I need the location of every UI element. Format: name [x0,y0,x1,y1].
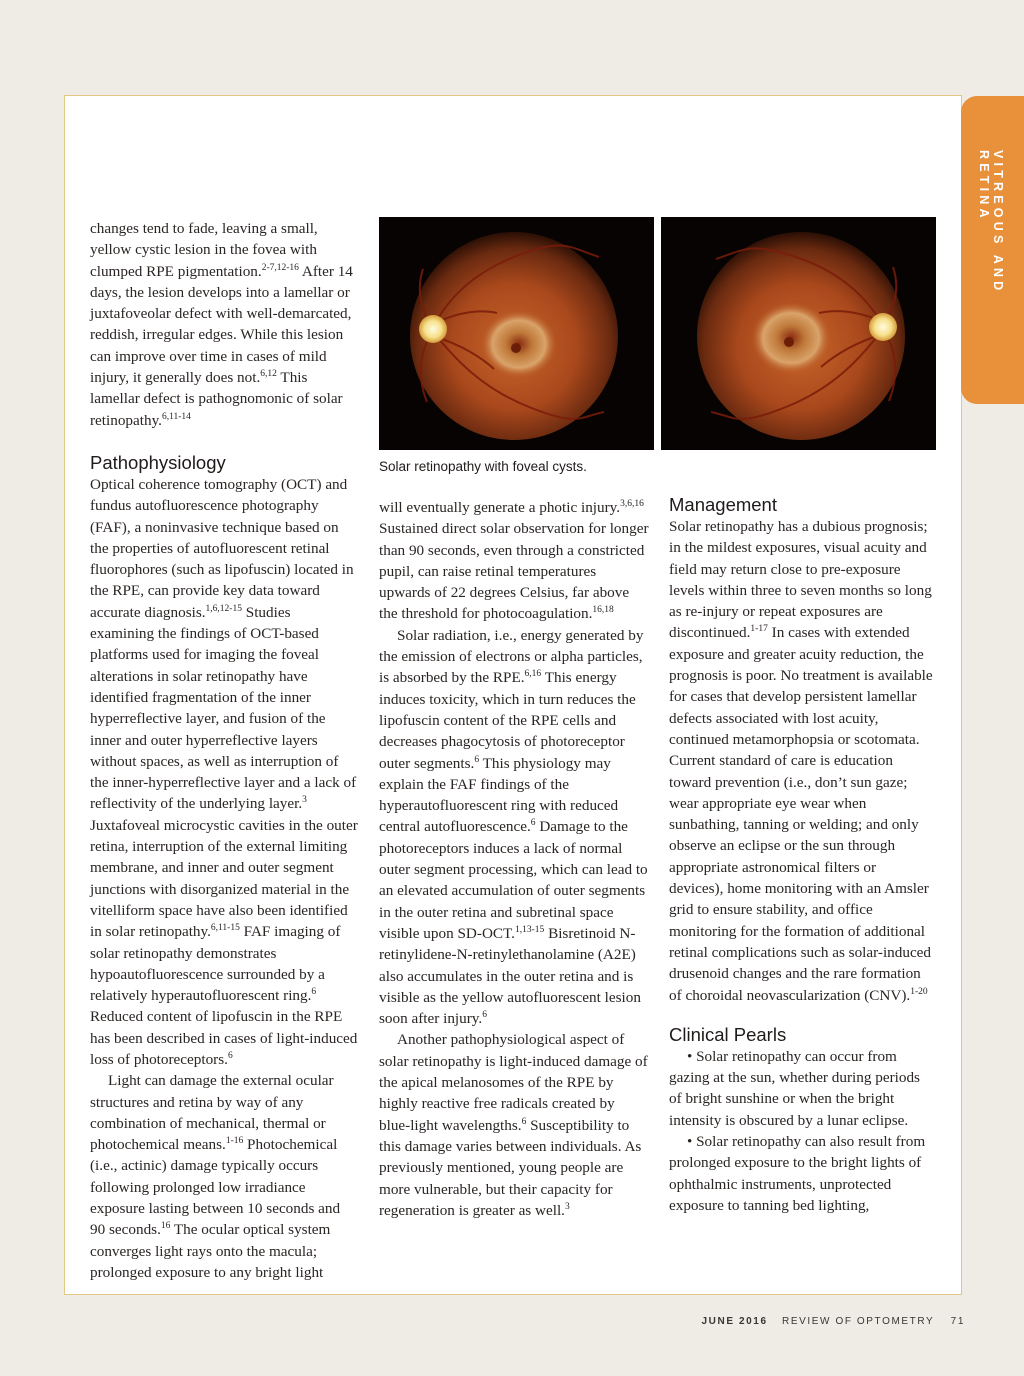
management-paragraph: Solar retinopathy has a dubious prognosis; in the mildest exposures, visual acuity and field may return close to pre-exposure levels within three to seven months so long as re-injury or repeat exposures are discontinued.$^{1-17}$ In cases with extended exposure and greater acuity reduction, the prognosis is poor. No treatment is available for cases that develop persistent lamellar defects associated with lost acuity, continued metamorphopsia or scotomata. Current standard of care is education toward prevention (i.e., don’t sun gaze; wear appropriate eye wear when sunbathing, tanning or welding; and only observe an eclipse or the sun through appropriate astronomical filters or devices), home monitoring with an Amsler grid to ensure stability, and office monitoring for the formation of additional retinal complications such as solar-induced drusenoid changes and the rare formation of choroidal neovascularization (CNV).$^{1-20}$ [669,518,933,1004]
column-2-paragraph-1: will eventually generate a photic injury.$^{3,6,16}$ Sustained direct solar observation for longer than 90 seconds, even through a constricted pupil, can raise retinal temperatures upwards of 22 degrees Celsius, far above the threshold for photocoagulation.$^{16,18}$ [379,499,649,623]
heading-pathophysiology: Pathophysiology [90,451,226,473]
fundus-photo-left [379,217,654,450]
footer-date: JUNE 2016 [701,1316,768,1327]
fundus-photo-right [661,217,936,450]
footer-page-number: 71 [950,1316,965,1327]
column-2-paragraph-2: Solar radiation, i.e., energy generated by the emission of electrons or alpha particles, is absorbed by the RPE.$^{6,16}$ This energy induces toxicity, which in turn reduces the lipofuscin content of the RPE cells and decreases phagocytosis of photoreceptor outer segments.$^6$ This physiology may explain the FAF findings of the hyperautofluorescent ring with reduced central autofluorescence.$^6$ Damage to the photoreceptors induces a lack of normal outer segment processing, which can lead to an elevated accumulation of outer segments in the outer retina and subretinal space visible upon SD-OCT.$^{1,13-15}$ Bisretinoid N-retinylidene-N-retinylethanolamine (A2E) also accumulates in the outer retina and is visible as the yellow autofluorescent lesion soon after injury.$^6$ [379,626,648,1028]
intro-paragraph: changes tend to fade, leaving a small, yellow cystic lesion in the fovea with clumped RPE pigmentation.$^{2-7,12-16}$ After 14 days, the lesion develops into a lamellar or juxtafoveolar defect with well-demarcated, reddish, irregular edges. While this lesion can improve over time in cases of mild injury, it generally does not.$^{6,12}$ This lamellar defect is pathognomonic of solar retinopathy.$^{6,11-14}$ [90,220,353,429]
column-2 [379,497,649,1221]
column-3 [669,494,933,1216]
pathophysiology-paragraph-1: Optical coherence tomography (OCT) and fundus autofluorescence photography (FAF), a noninvasive technique based on the properties of autofluorescent retinal fluorophores (such as lipofuscin) located in the RPE, can provide key data toward accurate diagnosis.$^{1,6,12-15}$ Studies examining the findings of OCT-based platforms used for imaging the foveal alterations in solar retinopathy have identified fragmentation of the inner hyperreflective layer, and fusion of the inner and outer hyperreflective layers without spaces, as well as interruption of the inner-hyperreflective layer and a lack of reflectivity of the underlying layer.$^3$ Juxtafoveal microcystic cavities in the outer retina, interruption of the external limiting membrane, and inner and outer segment junctions with disorganized material in the vitelliform space have also been identified in solar retinopathy.$^{6,11-15}$ FAF imaging of solar retinopathy demonstrates hypoautofluorescence surrounded by a relatively hyperautofluorescent ring.$^6$ Reduced content of lipofuscin in the RPE has been described in cases of light-induced loss of photoreceptors.$^6$ [90,475,358,1068]
column-2-paragraph-3: Another pathophysiological aspect of solar retinopathy is light-induced damage of the apical melanosomes of the RPE by highly reactive free radicals created by blue-light wavelengths.$^6$ Susceptibility to this damage varies between individuals. As previously mentioned, young people are more vulnerable, but their capacity for regeneration is greater as well.$^3$ [379,1031,648,1219]
section-tab-label: VITREOUS AND RETINA [977,150,1005,295]
clinical-pearl-2: • Solar retinopathy can also result from prolonged exposure to the bright lights of ophthalmic instruments, unprotected exposure to tanning bed lighting, [669,1133,926,1214]
clinical-pearl-1: • Solar retinopathy can occur from gazing at the sun, whether during periods of bright sunshine or when the bright intensity is obscured by a lunar eclipse. [669,1047,920,1129]
figure-caption: Solar retinopathy with foveal cysts. [379,459,587,474]
column-1 [90,218,358,1283]
heading-management: Management [669,494,777,515]
pathophysiology-paragraph-2: Light can damage the external ocular structures and retina by way of any combination of mechanical, thermal or photochemical means.$^{1-16}$ Photochemical (i.e., actinic) damage typically occurs following prolonged low irradiance exposure lasting between 10 seconds and 90 seconds.$^{16}$ The ocular optical system converges light rays onto the macula; prolonged exposure to any bright light [90,1072,341,1281]
footer-publication: REVIEW OF OPTOMETRY [782,1316,935,1327]
heading-clinical-pearls: Clinical Pearls [669,1023,787,1045]
page-footer [0,1316,965,1327]
fundus-figure [379,217,936,450]
